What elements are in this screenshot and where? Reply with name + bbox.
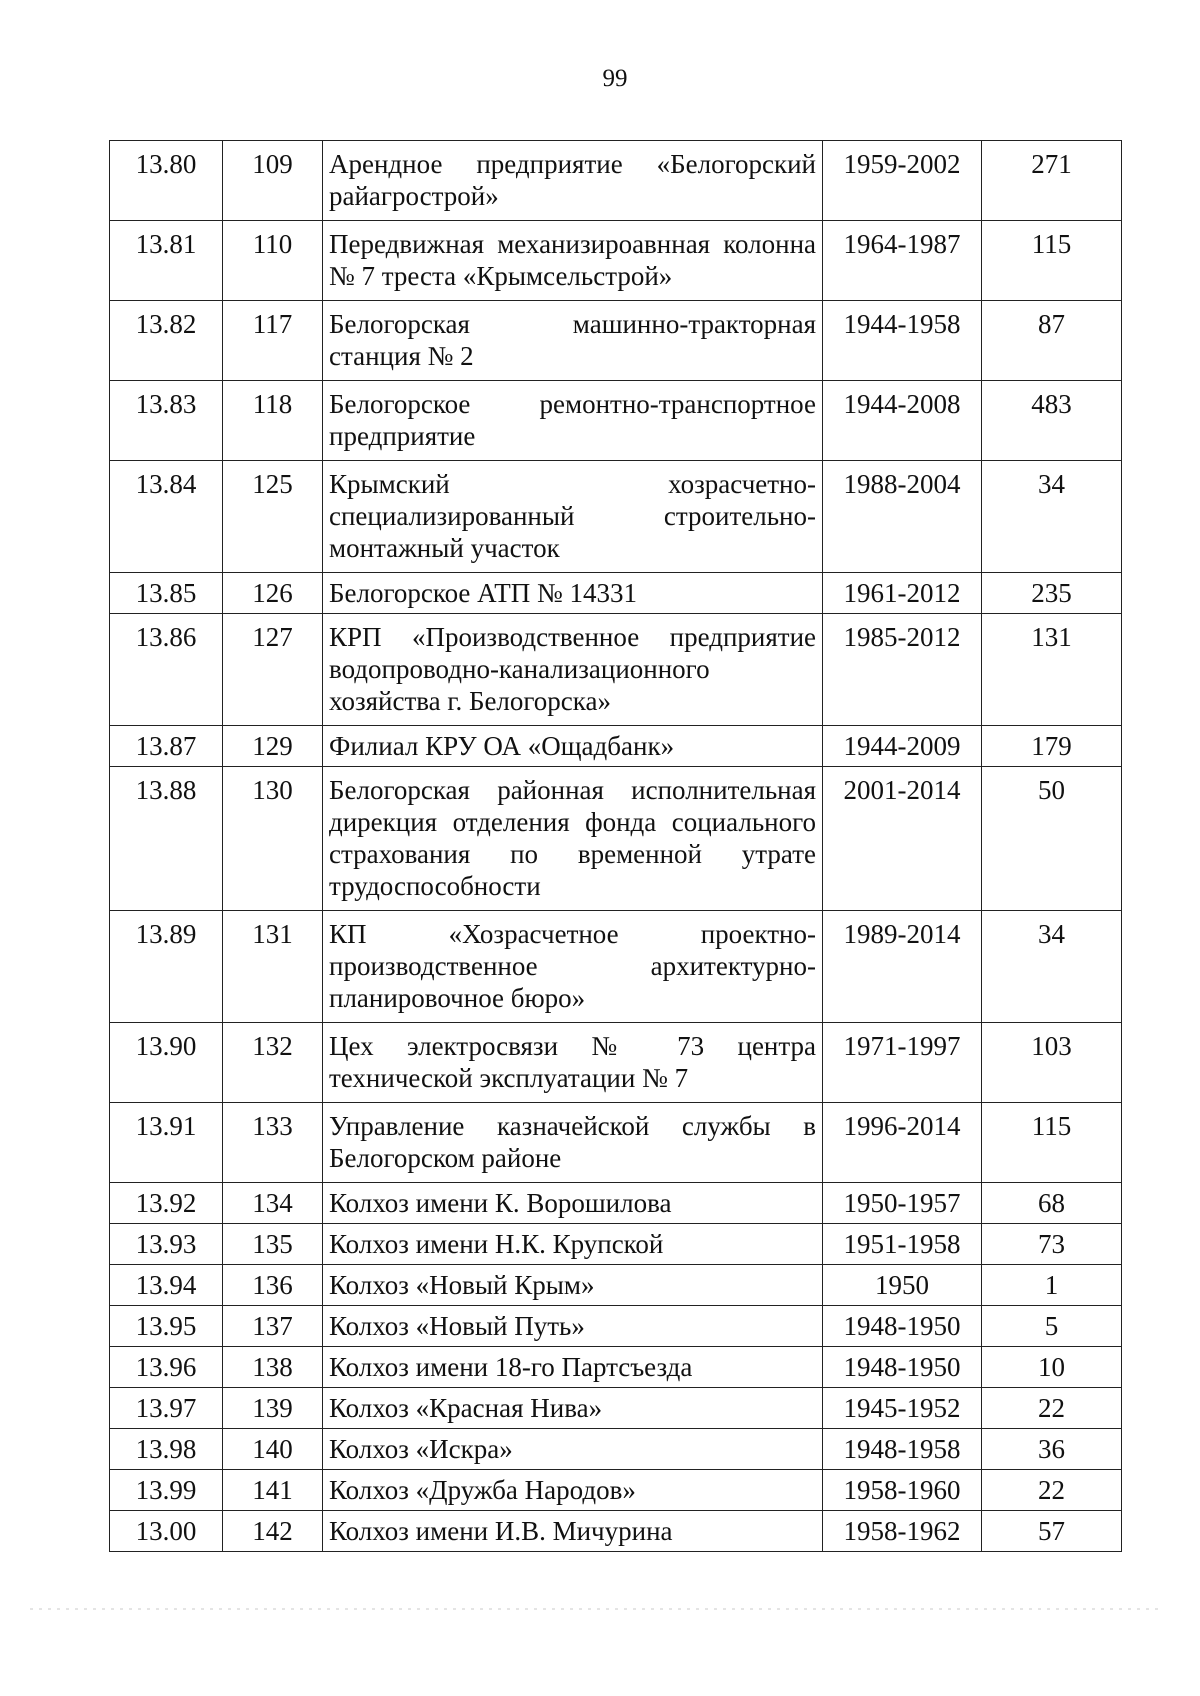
table-row: [110, 141, 1122, 221]
archive-fund-table: [109, 140, 1122, 1552]
item-number-cell: 13.88: [110, 767, 223, 911]
item-count-cell: 68: [982, 1183, 1122, 1224]
fund-name-cell: Колхоз имени И.В. Мичурина: [323, 1511, 823, 1552]
fund-name-cell: Крымский хозрасчетно-специализированный строительно-монтажный участок: [323, 461, 823, 573]
item-number-cell: 13.94: [110, 1265, 223, 1306]
fund-name-cell: КП «Хозрасчетное проектно-производственное архитектурно-планировочное бюро»: [323, 911, 823, 1023]
date-range-cell: 1996-2014: [823, 1103, 982, 1183]
table-row: [110, 301, 1122, 381]
table-row: [110, 1347, 1122, 1388]
item-count-cell: 73: [982, 1224, 1122, 1265]
item-number-cell: 13.89: [110, 911, 223, 1023]
table-row: [110, 1023, 1122, 1103]
item-number-cell: 13.97: [110, 1388, 223, 1429]
fund-number-cell: 131: [223, 911, 323, 1023]
fund-number-cell: 129: [223, 726, 323, 767]
item-count-cell: 103: [982, 1023, 1122, 1103]
fund-number-cell: 109: [223, 141, 323, 221]
fund-name-cell: Колхоз имени К. Ворошилова: [323, 1183, 823, 1224]
date-range-cell: 1945-1952: [823, 1388, 982, 1429]
fund-name-cell: Арендное предприятие «Белогорский райагрострой»: [323, 141, 823, 221]
item-count-cell: 179: [982, 726, 1122, 767]
item-number-cell: 13.82: [110, 301, 223, 381]
item-count-cell: 115: [982, 1103, 1122, 1183]
item-number-cell: 13.81: [110, 221, 223, 301]
date-range-cell: 1951-1958: [823, 1224, 982, 1265]
item-number-cell: 13.99: [110, 1470, 223, 1511]
fund-number-cell: 118: [223, 381, 323, 461]
item-number-cell: 13.92: [110, 1183, 223, 1224]
fund-name-cell: Белогорская машинно-тракторная станция № 2: [323, 301, 823, 381]
item-number-cell: 13.96: [110, 1347, 223, 1388]
fund-name-cell: Белогорское АТП № 14331: [323, 573, 823, 614]
page-number: 99: [602, 65, 628, 92]
item-count-cell: 483: [982, 381, 1122, 461]
item-count-cell: 22: [982, 1470, 1122, 1511]
item-number-cell: 13.93: [110, 1224, 223, 1265]
fund-name-cell: Управление казначейской службы в Белогорском районе: [323, 1103, 823, 1183]
fund-number-cell: 125: [223, 461, 323, 573]
fund-name-cell: Колхоз «Новый Крым»: [323, 1265, 823, 1306]
fund-number-cell: 137: [223, 1306, 323, 1347]
date-range-cell: 1958-1962: [823, 1511, 982, 1552]
fund-name-cell: Колхоз имени 18-го Партсъезда: [323, 1347, 823, 1388]
item-count-cell: 22: [982, 1388, 1122, 1429]
fund-name-cell: Колхоз имени Н.К. Крупской: [323, 1224, 823, 1265]
table-row: [110, 911, 1122, 1023]
table-row: [110, 573, 1122, 614]
fund-name-cell: Белогорское ремонтно-транспортное предприятие: [323, 381, 823, 461]
item-count-cell: 115: [982, 221, 1122, 301]
item-count-cell: 235: [982, 573, 1122, 614]
table-body: [110, 141, 1122, 1552]
fund-number-cell: 117: [223, 301, 323, 381]
date-range-cell: 1950: [823, 1265, 982, 1306]
item-count-cell: 34: [982, 461, 1122, 573]
fund-number-cell: 127: [223, 614, 323, 726]
item-count-cell: 5: [982, 1306, 1122, 1347]
item-number-cell: 13.00: [110, 1511, 223, 1552]
item-number-cell: 13.87: [110, 726, 223, 767]
item-number-cell: 13.85: [110, 573, 223, 614]
date-range-cell: 1961-2012: [823, 573, 982, 614]
item-count-cell: 87: [982, 301, 1122, 381]
item-count-cell: 271: [982, 141, 1122, 221]
date-range-cell: 1948-1950: [823, 1306, 982, 1347]
date-range-cell: 1950-1957: [823, 1183, 982, 1224]
date-range-cell: 1989-2014: [823, 911, 982, 1023]
table-row: [110, 767, 1122, 911]
date-range-cell: 1944-2008: [823, 381, 982, 461]
fund-name-cell: Цех электросвязи № 73 центра технической эксплуатации № 7: [323, 1023, 823, 1103]
item-number-cell: 13.91: [110, 1103, 223, 1183]
date-range-cell: 1948-1958: [823, 1429, 982, 1470]
fund-name-cell: Колхоз «Красная Нива»: [323, 1388, 823, 1429]
fund-number-cell: 142: [223, 1511, 323, 1552]
item-count-cell: 57: [982, 1511, 1122, 1552]
item-number-cell: 13.83: [110, 381, 223, 461]
item-count-cell: 34: [982, 911, 1122, 1023]
fund-name-cell: Филиал КРУ ОА «Ощадбанк»: [323, 726, 823, 767]
date-range-cell: 1958-1960: [823, 1470, 982, 1511]
fund-number-cell: 133: [223, 1103, 323, 1183]
fund-name-cell: Колхоз «Дружба Народов»: [323, 1470, 823, 1511]
table-row: [110, 1183, 1122, 1224]
fund-number-cell: 135: [223, 1224, 323, 1265]
table-row: [110, 1470, 1122, 1511]
item-number-cell: 13.86: [110, 614, 223, 726]
item-count-cell: 1: [982, 1265, 1122, 1306]
date-range-cell: 1985-2012: [823, 614, 982, 726]
table-row: [110, 1511, 1122, 1552]
fund-name-cell: Белогорская районная исполнительная дирекция отделения фонда социального страхования по временной утрате трудоспособности: [323, 767, 823, 911]
table-row: [110, 461, 1122, 573]
table-row: [110, 726, 1122, 767]
fund-name-cell: Колхоз «Новый Путь»: [323, 1306, 823, 1347]
fund-name-cell: Передвижная механизироавнная колонна № 7 треста «Крымсельстрой»: [323, 221, 823, 301]
date-range-cell: 1944-2009: [823, 726, 982, 767]
item-number-cell: 13.80: [110, 141, 223, 221]
item-number-cell: 13.98: [110, 1429, 223, 1470]
table-row: [110, 1429, 1122, 1470]
item-count-cell: 36: [982, 1429, 1122, 1470]
table-row: [110, 221, 1122, 301]
table-row: [110, 1265, 1122, 1306]
table-row: [110, 614, 1122, 726]
table-row: [110, 1224, 1122, 1265]
table-row: [110, 381, 1122, 461]
date-range-cell: 1948-1950: [823, 1347, 982, 1388]
item-count-cell: 131: [982, 614, 1122, 726]
table-row: [110, 1103, 1122, 1183]
date-range-cell: 1944-1958: [823, 301, 982, 381]
date-range-cell: 1959-2002: [823, 141, 982, 221]
fund-number-cell: 139: [223, 1388, 323, 1429]
date-range-cell: 1988-2004: [823, 461, 982, 573]
fund-number-cell: 110: [223, 221, 323, 301]
date-range-cell: 1964-1987: [823, 221, 982, 301]
fund-number-cell: 130: [223, 767, 323, 911]
scan-artifact-line: [30, 1608, 1160, 1610]
fund-name-cell: Колхоз «Искра»: [323, 1429, 823, 1470]
fund-number-cell: 134: [223, 1183, 323, 1224]
fund-number-cell: 141: [223, 1470, 323, 1511]
fund-number-cell: 132: [223, 1023, 323, 1103]
table-row: [110, 1388, 1122, 1429]
fund-name-cell: КРП «Производственное предприятие водопроводно-канализационного хозяйства г. Белогорска»: [323, 614, 823, 726]
table-row: [110, 1306, 1122, 1347]
date-range-cell: 1971-1997: [823, 1023, 982, 1103]
item-count-cell: 50: [982, 767, 1122, 911]
date-range-cell: 2001-2014: [823, 767, 982, 911]
fund-number-cell: 138: [223, 1347, 323, 1388]
fund-number-cell: 136: [223, 1265, 323, 1306]
item-count-cell: 10: [982, 1347, 1122, 1388]
item-number-cell: 13.84: [110, 461, 223, 573]
item-number-cell: 13.95: [110, 1306, 223, 1347]
item-number-cell: 13.90: [110, 1023, 223, 1103]
fund-number-cell: 126: [223, 573, 323, 614]
fund-number-cell: 140: [223, 1429, 323, 1470]
